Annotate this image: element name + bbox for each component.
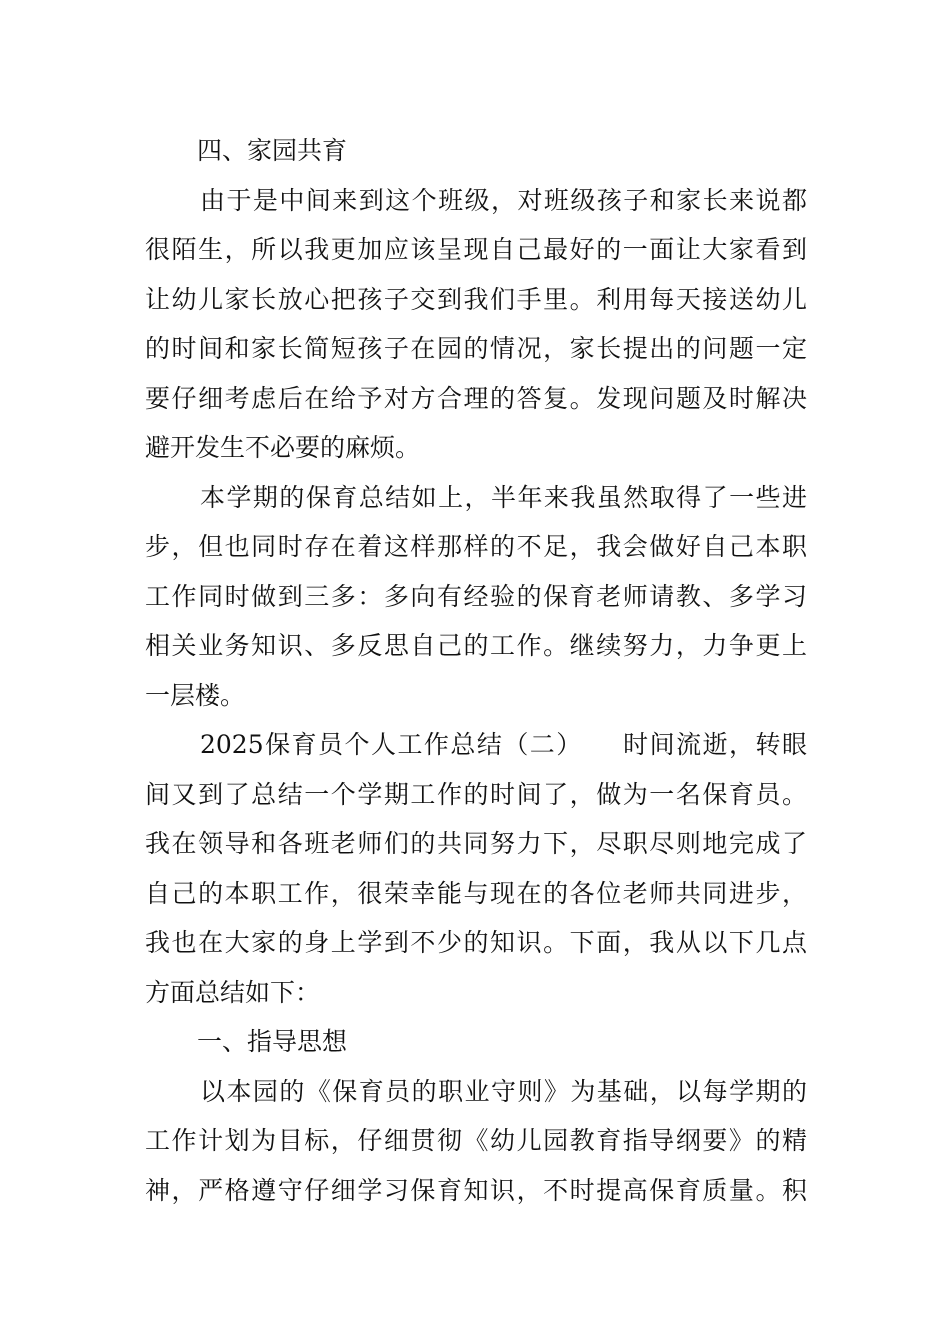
text-line: 由于是中间来到这个班级，对班级孩子和家长来说都 <box>200 185 807 215</box>
text-line: 间又到了总结一个学期工作的时间了，做为一名保育员。 <box>145 779 807 809</box>
text-line: 本学期的保育总结如上，半年来我虽然取得了一些进 <box>200 482 807 512</box>
text-line: 我在领导和各班老师们的共同努力下，尽职尽则地完成了 <box>145 829 807 858</box>
text-line: 自己的本职工作，很荣幸能与现在的各位老师共同进步， <box>145 878 807 908</box>
text-line: 要仔细考虑后在给予对方合理的答复。发现问题及时解决 <box>145 383 807 413</box>
text-line: 我也在大家的身上学到不少的知识。下面，我从以下几点 <box>145 928 807 957</box>
text-line: 2025保育员个人工作总结（二） 时间流逝，转眼 <box>200 730 807 759</box>
text-line: 一层楼。 <box>145 680 246 710</box>
text-line: 很陌生，所以我更加应该呈现自己最好的一面让大家看到 <box>145 235 807 264</box>
text-line: 方面总结如下： <box>145 977 321 1007</box>
text-line: 让幼儿家长放心把孩子交到我们手里。利用每天接送幼儿 <box>145 284 807 314</box>
text-line: 神，严格遵守仔细学习保育知识，不时提高保育质量。积 <box>145 1175 807 1205</box>
document-body <box>145 126 807 1215</box>
text-line: 步，但也同时存在着这样那样的不足，我会做好自己本职 <box>145 532 807 561</box>
text-line: 相关业务知识、多反思自己的工作。继续努力，力争更上 <box>145 631 807 660</box>
text-line: 的时间和家长简短孩子在园的情况，家长提出的问题一定 <box>145 334 807 363</box>
text-line: 避开发生不必要的麻烦。 <box>145 433 421 462</box>
section-heading: 四、家园共育 <box>197 136 348 165</box>
text-line: 工作同时做到三多：多向有经验的保育老师请教、多学习 <box>145 581 807 611</box>
text-line: 以本园的《保育员的职业守则》为基础，以每学期的 <box>200 1076 807 1106</box>
section-heading: 一、指导思想 <box>197 1027 348 1056</box>
text-line: 工作计划为目标，仔细贯彻《幼儿园教育指导纲要》的精 <box>145 1126 807 1155</box>
